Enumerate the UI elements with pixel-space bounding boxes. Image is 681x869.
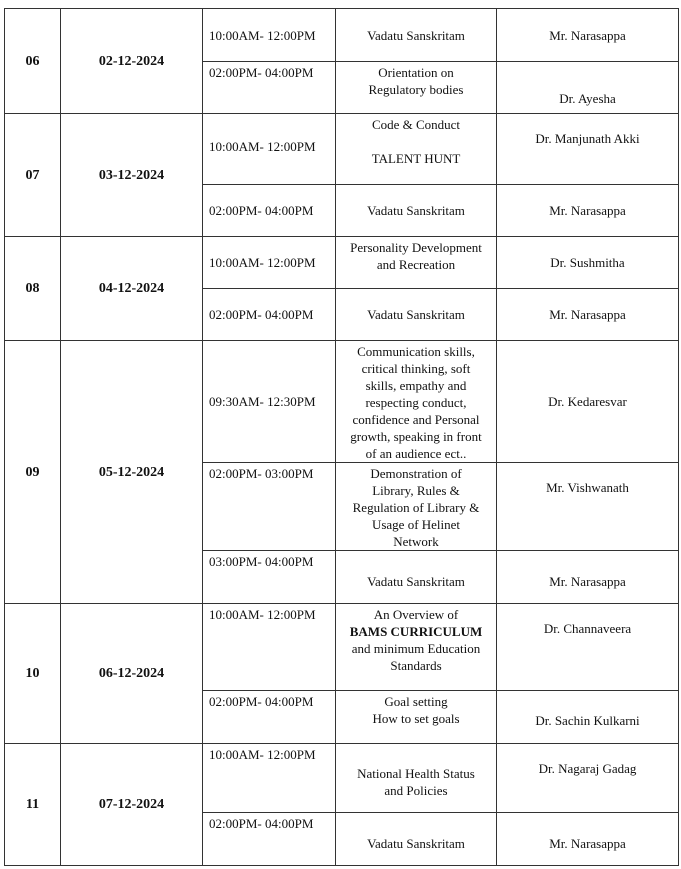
day-number: 09 xyxy=(5,341,61,604)
session-time: 10:00AM- 12:00PM xyxy=(203,604,336,691)
session-topic xyxy=(336,237,497,289)
topic-line: respecting conduct, xyxy=(365,395,467,410)
topic-line: How to set goals xyxy=(372,711,460,726)
session-faculty: Dr. Kedaresvar xyxy=(497,341,679,463)
session-faculty: Mr. Narasappa xyxy=(497,551,679,604)
topic-line: Code & Conduct xyxy=(371,117,461,132)
session-time: 02:00PM- 04:00PM xyxy=(203,185,336,237)
session-faculty: Mr. Narasappa xyxy=(497,185,679,237)
schedule-table xyxy=(4,8,679,866)
topic-line: critical thinking, soft xyxy=(361,361,471,376)
session-faculty: Mr. Narasappa xyxy=(497,289,679,341)
session-time: 02:00PM- 04:00PM xyxy=(203,62,336,114)
table-row xyxy=(5,744,679,813)
session-topic: Vadatu Sanskritam xyxy=(336,551,497,604)
session-topic: Vadatu Sanskritam xyxy=(336,185,497,237)
topic-line: Orientation on xyxy=(378,65,454,80)
day-date: 06-12-2024 xyxy=(61,604,203,744)
day-date: 05-12-2024 xyxy=(61,341,203,604)
topic-line: of an audience ect.. xyxy=(365,446,467,461)
session-topic: Vadatu Sanskritam xyxy=(336,289,497,341)
session-time: 09:30AM- 12:30PM xyxy=(203,341,336,463)
session-topic xyxy=(336,463,497,551)
session-faculty: Dr. Sachin Kulkarni xyxy=(497,691,679,744)
table-row xyxy=(5,9,679,62)
session-time: 10:00AM- 12:00PM xyxy=(203,744,336,813)
day-number: 11 xyxy=(5,744,61,866)
session-time: 10:00AM- 12:00PM xyxy=(203,237,336,289)
session-faculty: Mr. Narasappa xyxy=(497,813,679,866)
session-topic xyxy=(336,691,497,744)
table-row xyxy=(5,604,679,691)
day-date: 07-12-2024 xyxy=(61,744,203,866)
day-date: 02-12-2024 xyxy=(61,9,203,114)
session-topic: Vadatu Sanskritam xyxy=(336,813,497,866)
topic-line: Regulation of Library & xyxy=(352,500,480,515)
topic-line: Standards xyxy=(390,658,442,673)
topic-line: and Recreation xyxy=(376,257,456,272)
topic-line: Library, Rules & xyxy=(372,483,460,498)
topic-line: An Overview of xyxy=(373,607,459,622)
session-topic xyxy=(336,744,497,813)
session-topic: Vadatu Sanskritam xyxy=(336,9,497,62)
topic-line: Regulatory bodies xyxy=(368,82,464,97)
curriculum-title: BAMS CURRICULUM xyxy=(349,624,483,639)
session-faculty: Dr. Ayesha xyxy=(497,62,679,114)
day-number: 06 xyxy=(5,9,61,114)
day-date: 04-12-2024 xyxy=(61,237,203,341)
session-time: 02:00PM- 04:00PM xyxy=(203,813,336,866)
topic-line: and minimum Education xyxy=(351,641,481,656)
topic-line: Usage of Helinet xyxy=(371,517,461,532)
session-faculty: Mr. Narasappa xyxy=(497,9,679,62)
topic-line: Demonstration of xyxy=(370,466,462,481)
topic-line: confidence and Personal xyxy=(352,412,480,427)
table-row xyxy=(5,237,679,289)
topic-line: Network xyxy=(393,534,439,549)
session-faculty: Dr. Channaveera xyxy=(497,604,679,691)
session-time: 03:00PM- 04:00PM xyxy=(203,551,336,604)
topic-line: TALENT HUNT xyxy=(371,151,461,166)
session-topic xyxy=(336,62,497,114)
topic-line: Goal setting xyxy=(384,694,448,709)
session-time: 10:00AM- 12:00PM xyxy=(203,9,336,62)
day-number: 07 xyxy=(5,114,61,237)
topic-line: Communication skills, xyxy=(357,344,475,359)
table-row xyxy=(5,114,679,185)
day-date: 03-12-2024 xyxy=(61,114,203,237)
topic-line: and Policies xyxy=(384,783,448,798)
table-row xyxy=(5,341,679,463)
session-topic xyxy=(336,604,497,691)
day-number: 10 xyxy=(5,604,61,744)
session-time: 02:00PM- 03:00PM xyxy=(203,463,336,551)
session-topic xyxy=(336,341,497,463)
session-topic xyxy=(336,114,497,185)
session-time: 02:00PM- 04:00PM xyxy=(203,289,336,341)
topic-line: Personality Development xyxy=(350,240,482,255)
session-faculty: Dr. Sushmitha xyxy=(497,237,679,289)
day-number: 08 xyxy=(5,237,61,341)
session-faculty: Dr. Manjunath Akki xyxy=(497,114,679,185)
session-faculty: Dr. Nagaraj Gadag xyxy=(497,744,679,813)
session-faculty: Mr. Vishwanath xyxy=(497,463,679,551)
session-time: 02:00PM- 04:00PM xyxy=(203,691,336,744)
topic-line: growth, speaking in front xyxy=(350,429,482,444)
topic-line: skills, empathy and xyxy=(365,378,467,393)
topic-line: National Health Status xyxy=(357,766,475,781)
session-time: 10:00AM- 12:00PM xyxy=(203,114,336,185)
